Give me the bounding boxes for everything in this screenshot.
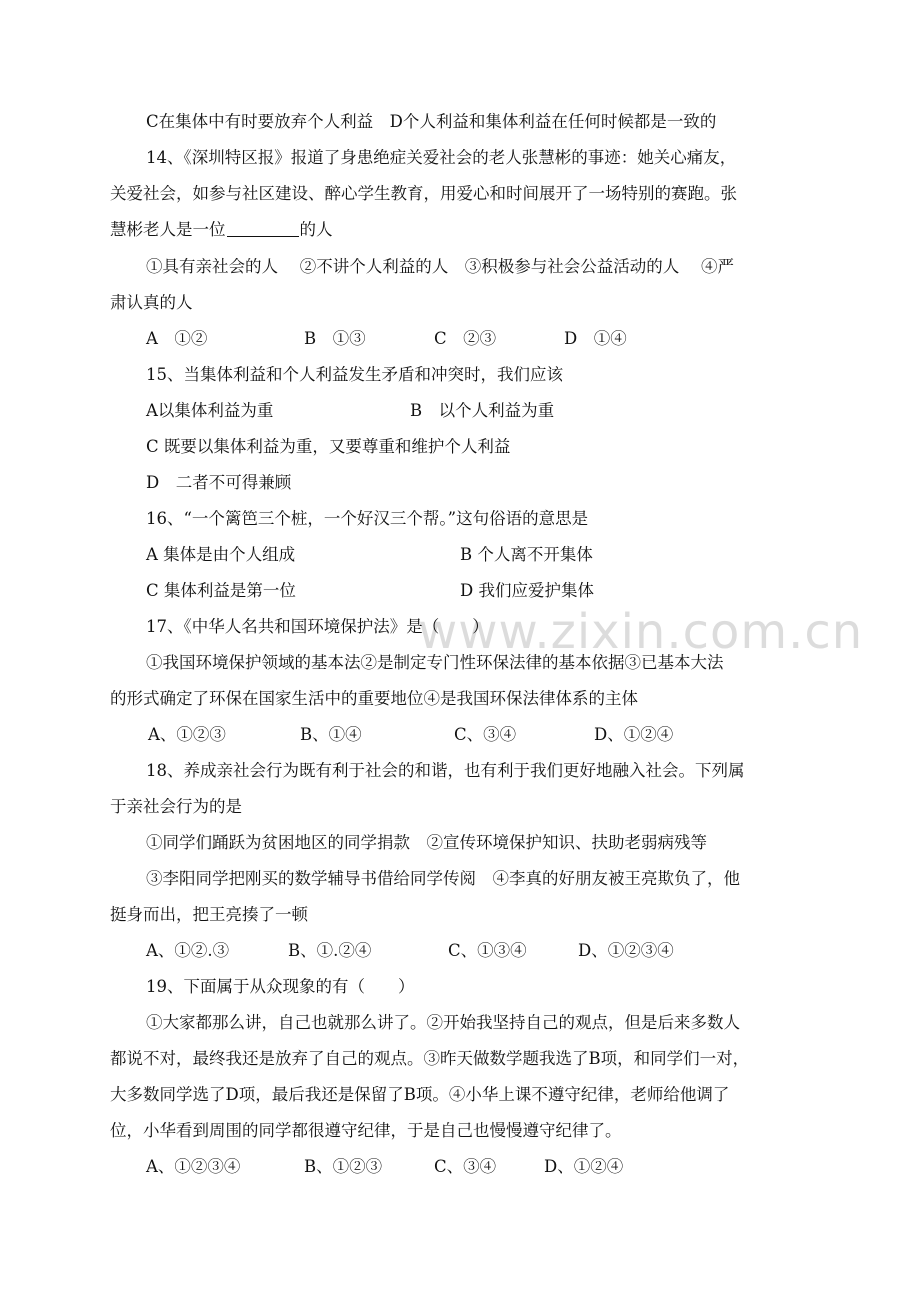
q16-options-cd [0,581,920,601]
q15-option-d: D 二者不可得兼顾 [146,473,292,492]
q18-stem-1: 18、养成亲社会行为既有利于社会的和谐，也有利于我们更好地融入社会。下列属 [146,761,745,780]
q15-stem: 15、当集体利益和个人利益发生矛盾和冲突时，我们应该 [146,365,563,384]
q19-option-d: D、①②④ [544,1157,624,1176]
q16-option-a: A 集体是由个人组成 [146,545,296,564]
q17-stem: 17、《中华人名共和国环境保护法》是（ ） [146,617,489,636]
q19-choices-3: 大多数同学选了D项，最后我还是保留了B项。④小华上课不遵守纪律，老师给他调了 [110,1085,730,1104]
q14-stem-2: 关爱社会，如参与社区建设、醉心学生教育，用爱心和时间展开了一场特别的赛跑。张 [110,184,737,203]
q14-stem-3-pre: 慧彬老人是一位 [110,220,226,239]
answer-blank [227,220,299,237]
q19-choices-1: ①大家都那么讲，自己也就那么讲了。②开始我坚持自己的观点，但是后来多数人 [146,1013,740,1032]
q17-choices-1: ①我国环境保护领域的基本法②是制定专门性环保法律的基本依据③已基本大法 [146,653,724,672]
q18-choices-3: 挺身而出，把王亮揍了一顿 [110,905,308,924]
q14-options [0,329,920,349]
q16-option-d: D 我们应爱护集体 [460,581,594,600]
q19-options [0,1157,920,1177]
q17-option-a: A、①②③ [148,725,226,744]
watermark: www.zixin.com.cn [418,604,864,660]
q15-option-a: A以集体利益为重 [146,401,274,420]
q15-option-c: C 既要以集体利益为重，又要尊重和维护个人利益 [146,437,511,456]
q16-stem: 16、“一个篱笆三个桩，一个好汉三个帮。”这句俗语的意思是 [146,509,589,528]
q14-stem-1: 14、《深圳特区报》报道了身患绝症关爱社会的老人张慧彬的事迹：她关心痛友， [146,148,737,167]
q18-option-b: B、①.②④ [288,941,372,960]
q17-choices-2: 的形式确定了环保在国家生活中的重要地位④是我国环保法律体系的主体 [110,689,638,708]
q17-option-b: B、①④ [300,725,362,744]
q18-option-c: C、①③④ [448,941,527,960]
q19-choices-4: 位，小华看到周围的同学都很遵守纪律，于是自己也慢慢遵守纪律了。 [110,1121,622,1140]
q18-choices-1: ①同学们踊跃为贫困地区的同学捐款 ②宣传环境保护知识、扶助老弱病残等 [146,833,707,852]
q14-option-b: B ①③ [304,329,366,348]
q17-option-c: C、③④ [454,725,517,744]
q17-option-d: D、①②④ [594,725,674,744]
q18-option-a: A、①②.③ [146,941,230,960]
q19-option-c: C、③④ [434,1157,497,1176]
q18-options [0,941,920,961]
q14-option-d: D ①④ [564,329,627,348]
q18-choices-2: ③李阳同学把刚买的数学辅导书借给同学传阅 ④李真的好朋友被王亮欺负了，他 [146,869,740,888]
q14-choices-1: ①具有亲社会的人 ②不讲个人利益的人 ③积极参与社会公益活动的人 ④严 [146,257,734,276]
q16-option-b: B 个人离不开集体 [460,545,593,564]
q14-stem-3 [110,220,333,240]
q15-options-ab [0,401,920,421]
q14-option-a: A ①② [146,329,208,348]
q16-options-ab [0,545,920,565]
q19-option-b: B、①②③ [304,1157,383,1176]
q19-option-a: A、①②③④ [146,1157,241,1176]
q16-option-c: C 集体利益是第一位 [146,581,296,600]
q14-stem-3-post: 的人 [299,220,333,239]
q14-choices-2: 肃认真的人 [110,293,193,312]
q18-stem-2: 于亲社会行为的是 [110,797,242,816]
q13-options-cd: C在集体中有时要放弃个人利益 D个人利益和集体利益在任何时候都是一致的 [146,112,717,131]
q19-stem: 19、下面属于从众现象的有（ ） [146,977,415,996]
q15-option-b: B 以个人利益为重 [410,401,555,420]
q17-options [0,725,920,745]
q19-choices-2: 都说不对，最终我还是放弃了自己的观点。③昨天做数学题我选了B项，和同学们一对， [110,1049,750,1068]
q14-option-c: C ②③ [434,329,497,348]
q18-option-d: D、①②③④ [578,941,674,960]
